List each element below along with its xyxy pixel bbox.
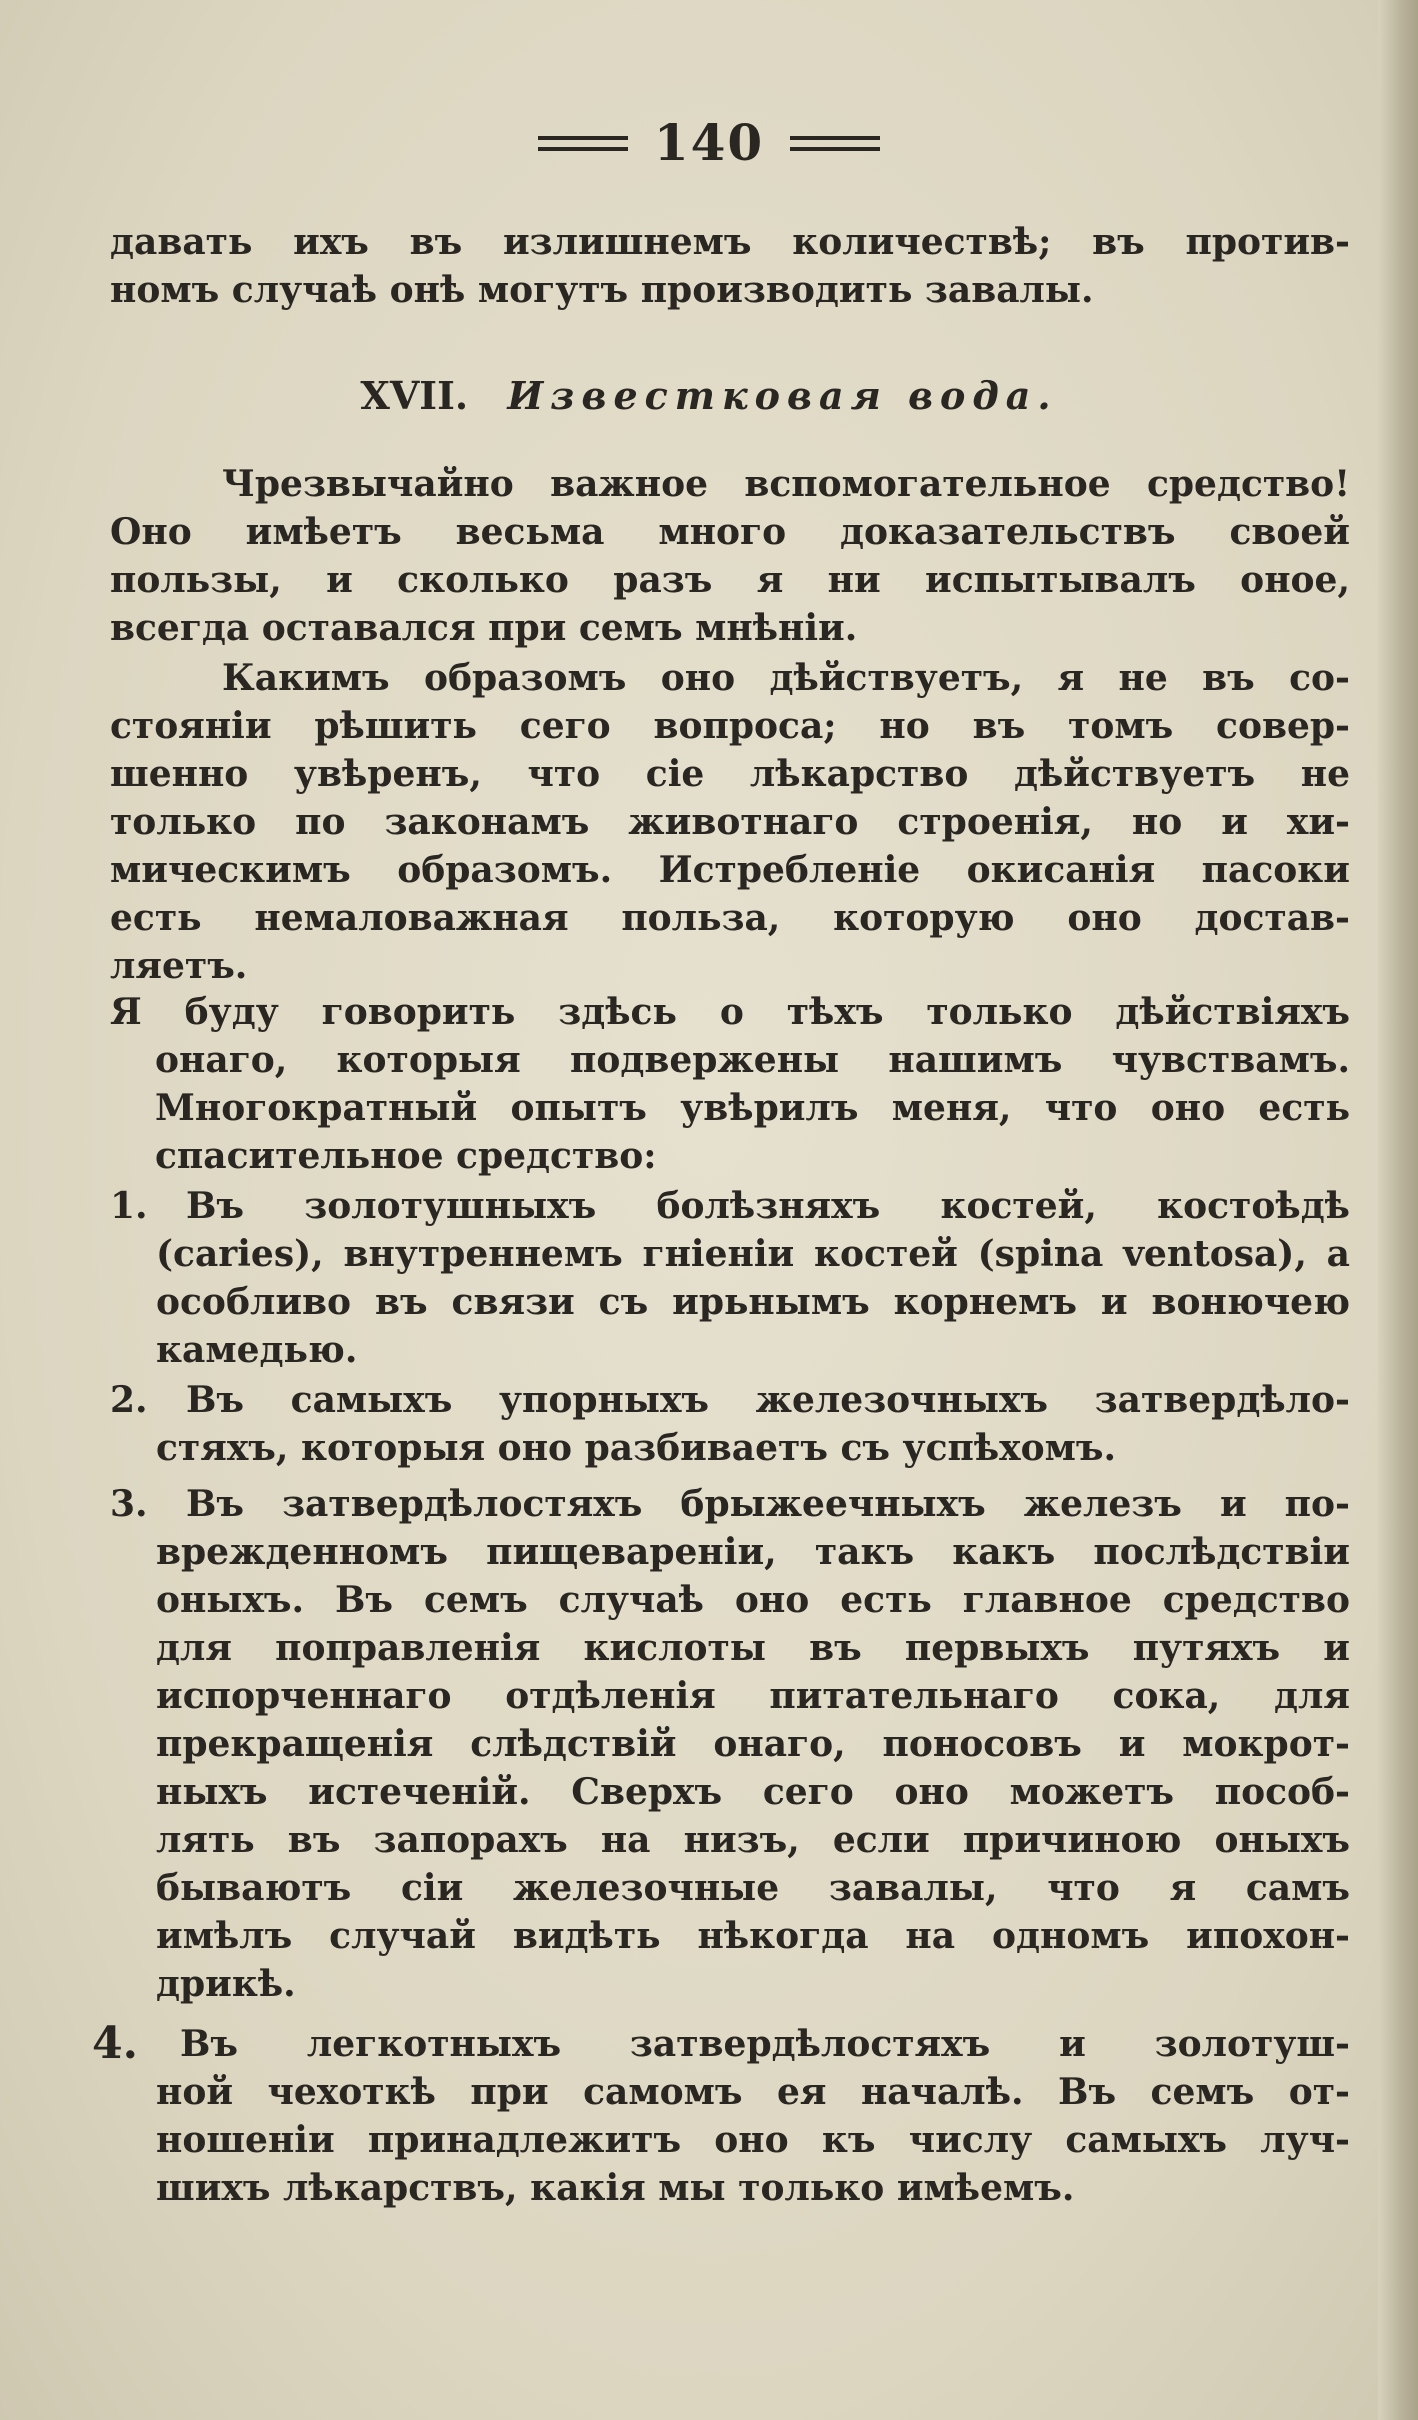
text-line: имѣлъ случай видѣть нѣкогда на одномъ ипохон-	[156, 1915, 1350, 1957]
text-line: только по законамъ животнаго строенія, но и хи-	[110, 801, 1350, 843]
text-line: всегда оставался при семъ мнѣніи.	[110, 607, 858, 649]
text-line: испорченнаго отдѣленія питательнаго сока, для	[156, 1675, 1350, 1717]
text-line: онаго, которыя подвержены нашимъ чувствамъ.	[155, 1039, 1350, 1081]
text-line: бываютъ сіи железочные завалы, что я самъ	[156, 1867, 1350, 1909]
section-heading	[0, 372, 1418, 420]
list-item-number: 2.	[110, 1379, 148, 1421]
right-double-rule	[790, 136, 880, 151]
text-line: для поправленія кислоты въ первыхъ путяхъ и	[156, 1627, 1350, 1669]
text-line: ляетъ.	[110, 945, 248, 987]
page-header	[0, 113, 1418, 172]
text-line: пользы, и сколько разъ я ни испытывалъ оное,	[110, 559, 1350, 601]
text-line: оныхъ. Въ семъ случаѣ оно есть главное средство	[156, 1579, 1350, 1621]
text-line: Многократный опытъ увѣрилъ меня, что оно есть	[155, 1087, 1350, 1129]
page-number: 140	[653, 113, 765, 172]
text-line: ной чехоткѣ при самомъ ея началѣ. Въ семъ от-	[156, 2071, 1350, 2113]
text-line: Въ легкотныхъ затвердѣлостяхъ и золотуш-	[180, 2023, 1350, 2065]
text-line: Какимъ образомъ оно дѣйствуетъ, я не въ со-	[222, 657, 1350, 699]
text-line: прекращенія слѣдствій онаго, поносовъ и мокрот-	[156, 1723, 1350, 1765]
text-line: мическимъ образомъ. Истребленіе окисанія пасоки	[110, 849, 1350, 891]
text-line: есть немаловажная польза, которую оно достав-	[110, 897, 1350, 939]
text-line: Въ самыхъ упорныхъ железочныхъ затвердѣло-	[186, 1379, 1350, 1421]
section-title: Известковая вода.	[507, 373, 1058, 418]
text-line: ныхъ истеченій. Сверхъ сего оно можетъ пособ-	[156, 1771, 1350, 1813]
paragraph-1	[110, 460, 1350, 652]
text-line: давать ихъ въ излишнемъ количествѣ; въ против-	[110, 221, 1350, 263]
paragraph-3	[110, 988, 1350, 1180]
text-line: дрикѣ.	[156, 1963, 296, 2005]
text-line: лять въ запорахъ на низъ, если причиною оныхъ	[156, 1819, 1350, 1861]
list-item-number: 4.	[92, 2018, 138, 2069]
text-line: Оно имѣетъ весьма много доказательствъ своей	[110, 511, 1350, 553]
text-line: камедью.	[156, 1329, 358, 1371]
text-line: стяхъ, которыя оно разбиваетъ съ успѣхомъ.	[156, 1427, 1117, 1469]
continuation-paragraph	[110, 218, 1350, 314]
text-line: (caries), внутреннемъ гніеніи костей (spina ventosa), а	[156, 1233, 1350, 1275]
left-double-rule	[538, 136, 628, 151]
text-line: шихъ лѣкарствъ, какія мы только имѣемъ.	[156, 2167, 1075, 2209]
page-edge-shadow	[1378, 0, 1418, 2420]
text-line: шенно увѣренъ, что сіе лѣкарство дѣйствуетъ не	[110, 753, 1350, 795]
text-line: номъ случаѣ онѣ могутъ производить завалы.	[110, 269, 1094, 311]
text-line: стояніи рѣшить сего вопроса; но въ томъ совер-	[110, 705, 1350, 747]
text-line: Въ золотушныхъ болѣзняхъ костей, костоѣдѣ	[186, 1185, 1350, 1227]
paragraph-2	[110, 654, 1350, 990]
text-line: особливо въ связи съ ирьнымъ корнемъ и вонючею	[156, 1281, 1350, 1323]
text-line: врежденномъ пищевареніи, такъ какъ послѣдствіи	[156, 1531, 1350, 1573]
text-line: ношеніи принадлежитъ оно къ числу самыхъ луч-	[156, 2119, 1350, 2161]
list-item-number: 1.	[110, 1185, 148, 1227]
section-number: XVII.	[360, 373, 469, 418]
text-line: Чрезвычайно важное вспомогательное средство!	[222, 463, 1350, 505]
text-line: Я буду говорить здѣсь о тѣхъ только дѣйствіяхъ	[110, 991, 1350, 1033]
list-item-number: 3.	[110, 1483, 148, 1525]
text-line: Въ затвердѣлостяхъ брыжеечныхъ железъ и по-	[186, 1483, 1350, 1525]
text-line: спасительное средство:	[155, 1135, 657, 1177]
